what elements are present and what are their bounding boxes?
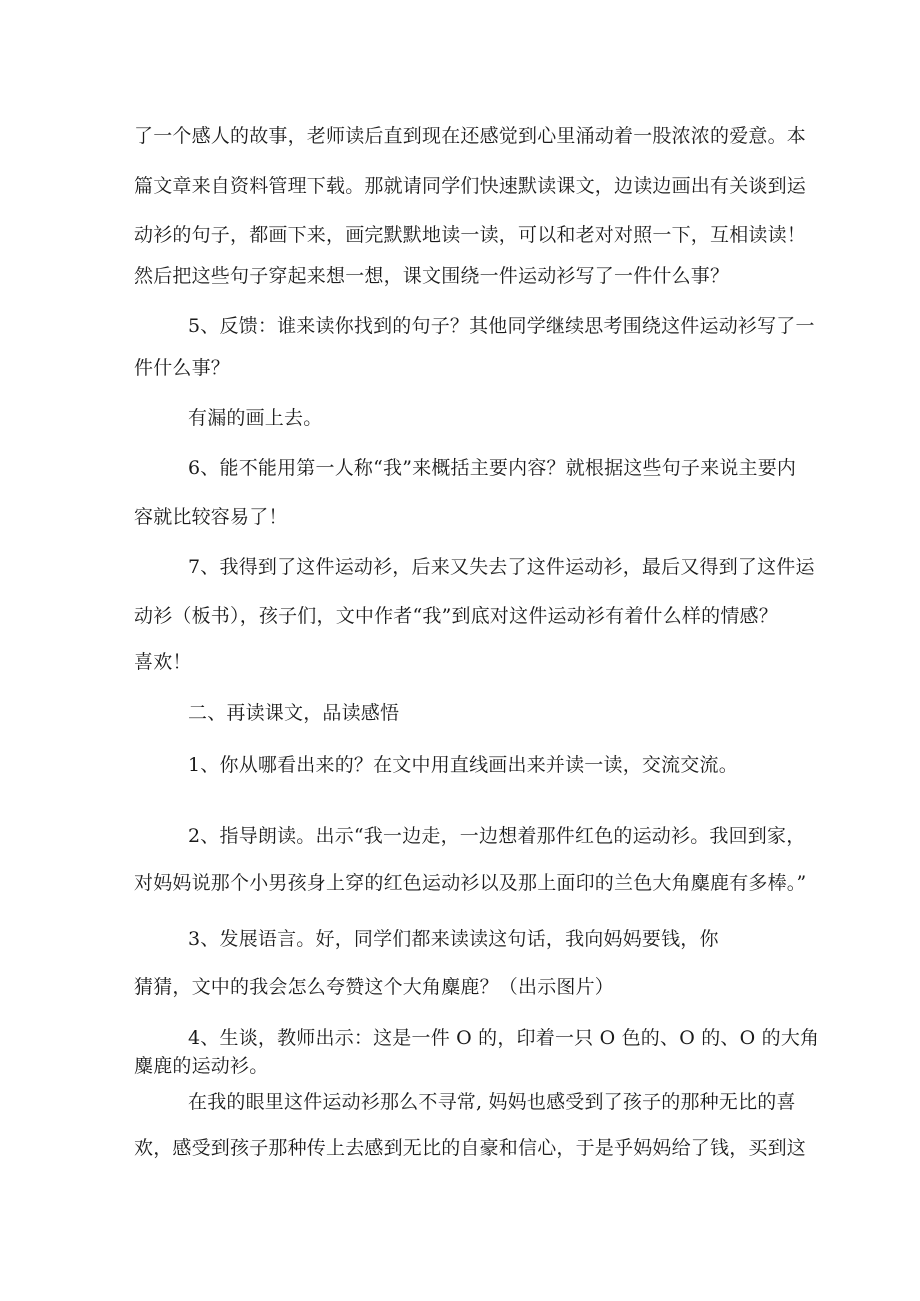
text-line: 欢，感受到孩子那种传上去感到无比的自豪和信心，于是乎妈妈给了钱，买到这 <box>134 1137 807 1159</box>
text-line: 对妈妈说那个小男孩身上穿的红色运动衫以及那上面印的兰色大角麋鹿有多棒。” <box>134 872 807 894</box>
text-line: 猜猜，文中的我会怎么夸赞这个大角麋鹿？（出示图片） <box>134 976 615 998</box>
text-line: 容就比较容易了！ <box>134 506 288 528</box>
text-line: 4、生谈，教师出示：这是一件 O 的，印着一只 O 色的、O 的、O 的大角 <box>188 1027 820 1049</box>
text-line: 6、能不能用第一人称“我”来概括主要内容？就根据这些句子来说主要内 <box>188 457 797 479</box>
text-line: 7、我得到了这件运动衫，后来又失去了这件运动衫，最后又得到了这件运 <box>188 556 815 578</box>
text-line: 动衫（板书），孩子们，文中作者“我”到底对这件运动衫有着什么样的情感？ <box>134 605 778 627</box>
text-line: 2、指导朗读。出示“我一边走，一边想着那件红色的运动衫。我回到家， <box>188 825 806 847</box>
text-line: 5、反馈：谁来读你找到的句子？其他同学继续思考围绕这件运动衫写了一 <box>188 315 815 337</box>
text-line: 件什么事？ <box>134 357 231 379</box>
text-line: 1、你从哪看出来的？在文中用直线画出来并读一读，交流交流。 <box>188 754 738 776</box>
text-line: 麋鹿的运动衫。 <box>134 1055 269 1077</box>
text-line: 了一个感人的故事，老师读后直到现在还感觉到心里涌动着一股浓浓的爱意。本 <box>134 125 807 147</box>
text-line: 3、发展语言。好，同学们都来读读这句话，我向妈妈要钱，你 <box>188 928 719 950</box>
text-line: 喜欢！ <box>134 651 192 673</box>
text-line: 篇文章来自资料管理下载。那就请同学们快速默读课文，边读边画出有关谈到运 <box>134 175 807 197</box>
section-heading: 二、再读课文，品读感悟 <box>188 702 400 724</box>
text-line: 有漏的画上去。 <box>188 407 323 429</box>
text-line: 然后把这些句子穿起来想一想，课文围绕一件运动衫写了一件什么事？ <box>134 265 730 287</box>
text-line: 在我的眼里这件运动衫那么不寻常, 妈妈也感受到了孩子的那种无比的喜 <box>188 1091 796 1113</box>
text-line: 动衫的句子，都画下来，画完默默地读一读，可以和老对对照一下，互相读读！ <box>134 224 807 246</box>
